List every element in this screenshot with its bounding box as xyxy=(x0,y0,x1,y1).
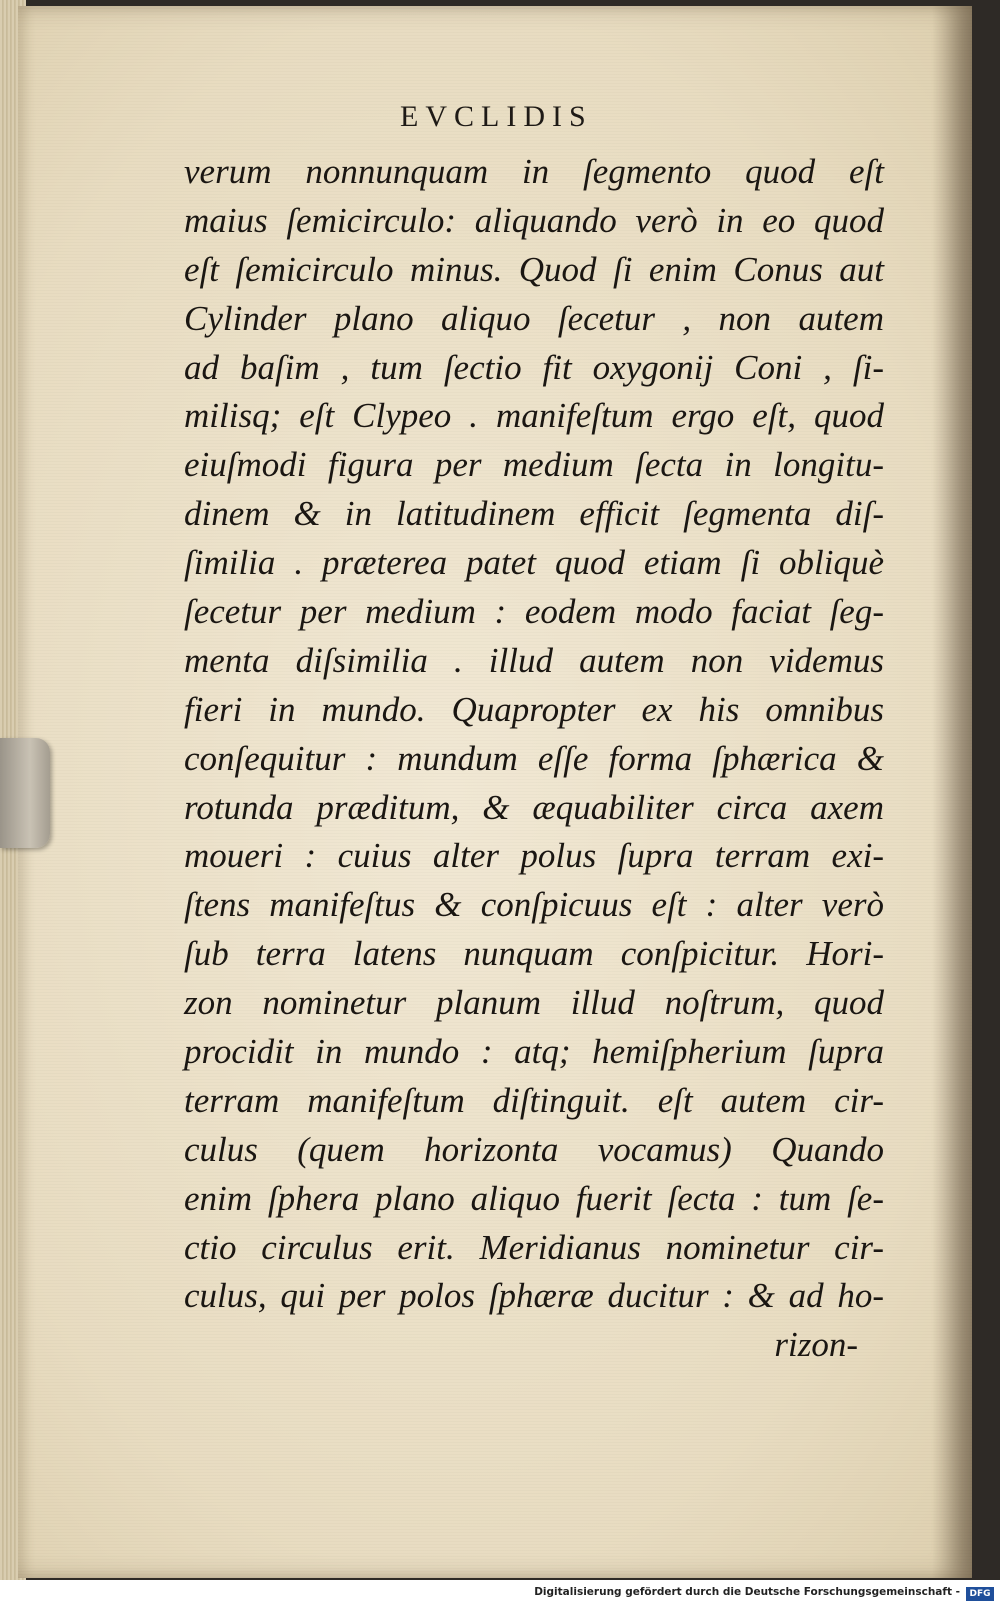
text-line: eiuſmodi figura per medium ſecta in longitu- xyxy=(184,445,884,485)
catchword: rizon- xyxy=(774,1325,858,1365)
text-line: ad baſim , tum ſectio fit oxygonij Coni , ſi- xyxy=(184,347,884,387)
text-line: conſequitur : mundum eſſe forma ſphærica & xyxy=(184,738,884,778)
text-line: ſecetur per medium : eodem modo faciat ſeg- xyxy=(184,592,884,632)
text-line: fieri in mundo. Quapropter ex his omnibus xyxy=(184,689,884,729)
text-line: eſt ſemicirculo minus. Quod ſi enim Conus aut xyxy=(184,249,884,289)
text-line: verum nonnunquam in ſegmento quod eſt xyxy=(184,152,884,191)
dfg-logo: DFG xyxy=(966,1587,994,1601)
text-line: culus (quem horizonta vocamus) Quando xyxy=(184,1129,884,1169)
text-line: maius ſemicirculo: aliquando verò in eo quod xyxy=(184,200,884,240)
text-line: milisq; eſt Clypeo . manifeſtum ergo eſt, quod xyxy=(184,396,884,436)
text-line: ſimilia . præterea patet quod etiam ſi obliquè xyxy=(184,543,884,583)
body-text xyxy=(184,148,884,1370)
text-line: moueri : cuius alter polus ſupra terram exi- xyxy=(184,836,884,876)
text-line: ſtens manifeſtus & conſpicuus eſt : alter verò xyxy=(184,885,884,925)
digitization-footer xyxy=(0,1584,1000,1609)
text-line: Cylinder plano aliquo ſecetur , non autem xyxy=(184,298,884,338)
page-tab-marker xyxy=(0,738,50,848)
funding-credit: Digitalisierung gefördert durch die Deutsche Forschungsgemeinschaft - xyxy=(534,1586,960,1598)
text-line: ctio circulus erit. Meridianus nominetur cir- xyxy=(184,1227,884,1267)
text-line: procidit in mundo : atq; hemiſpherium ſupra xyxy=(184,1032,884,1072)
text-line: terram manifeſtum diſtinguit. eſt autem cir- xyxy=(184,1080,884,1120)
page-gutter-shadow xyxy=(932,6,972,1578)
text-line: zon nominetur planum illud noſtrum, quod xyxy=(184,983,884,1023)
running-head: EVCLIDIS xyxy=(400,100,593,133)
text-line: menta diſsimilia . illud autem non videmus xyxy=(184,640,884,680)
text-line: rotunda præditum, & æquabiliter circa axem xyxy=(184,787,884,827)
text-line: culus, qui per polos ſphæræ ducitur : & ad ho- xyxy=(184,1276,884,1316)
text-line: ſub terra latens nunquam conſpicitur. Hori- xyxy=(184,934,884,974)
text-line: enim ſphera plano aliquo fuerit ſecta : tum ſe- xyxy=(184,1178,884,1218)
text-line: dinem & in latitudinem efficit ſegmenta diſ- xyxy=(184,494,884,534)
